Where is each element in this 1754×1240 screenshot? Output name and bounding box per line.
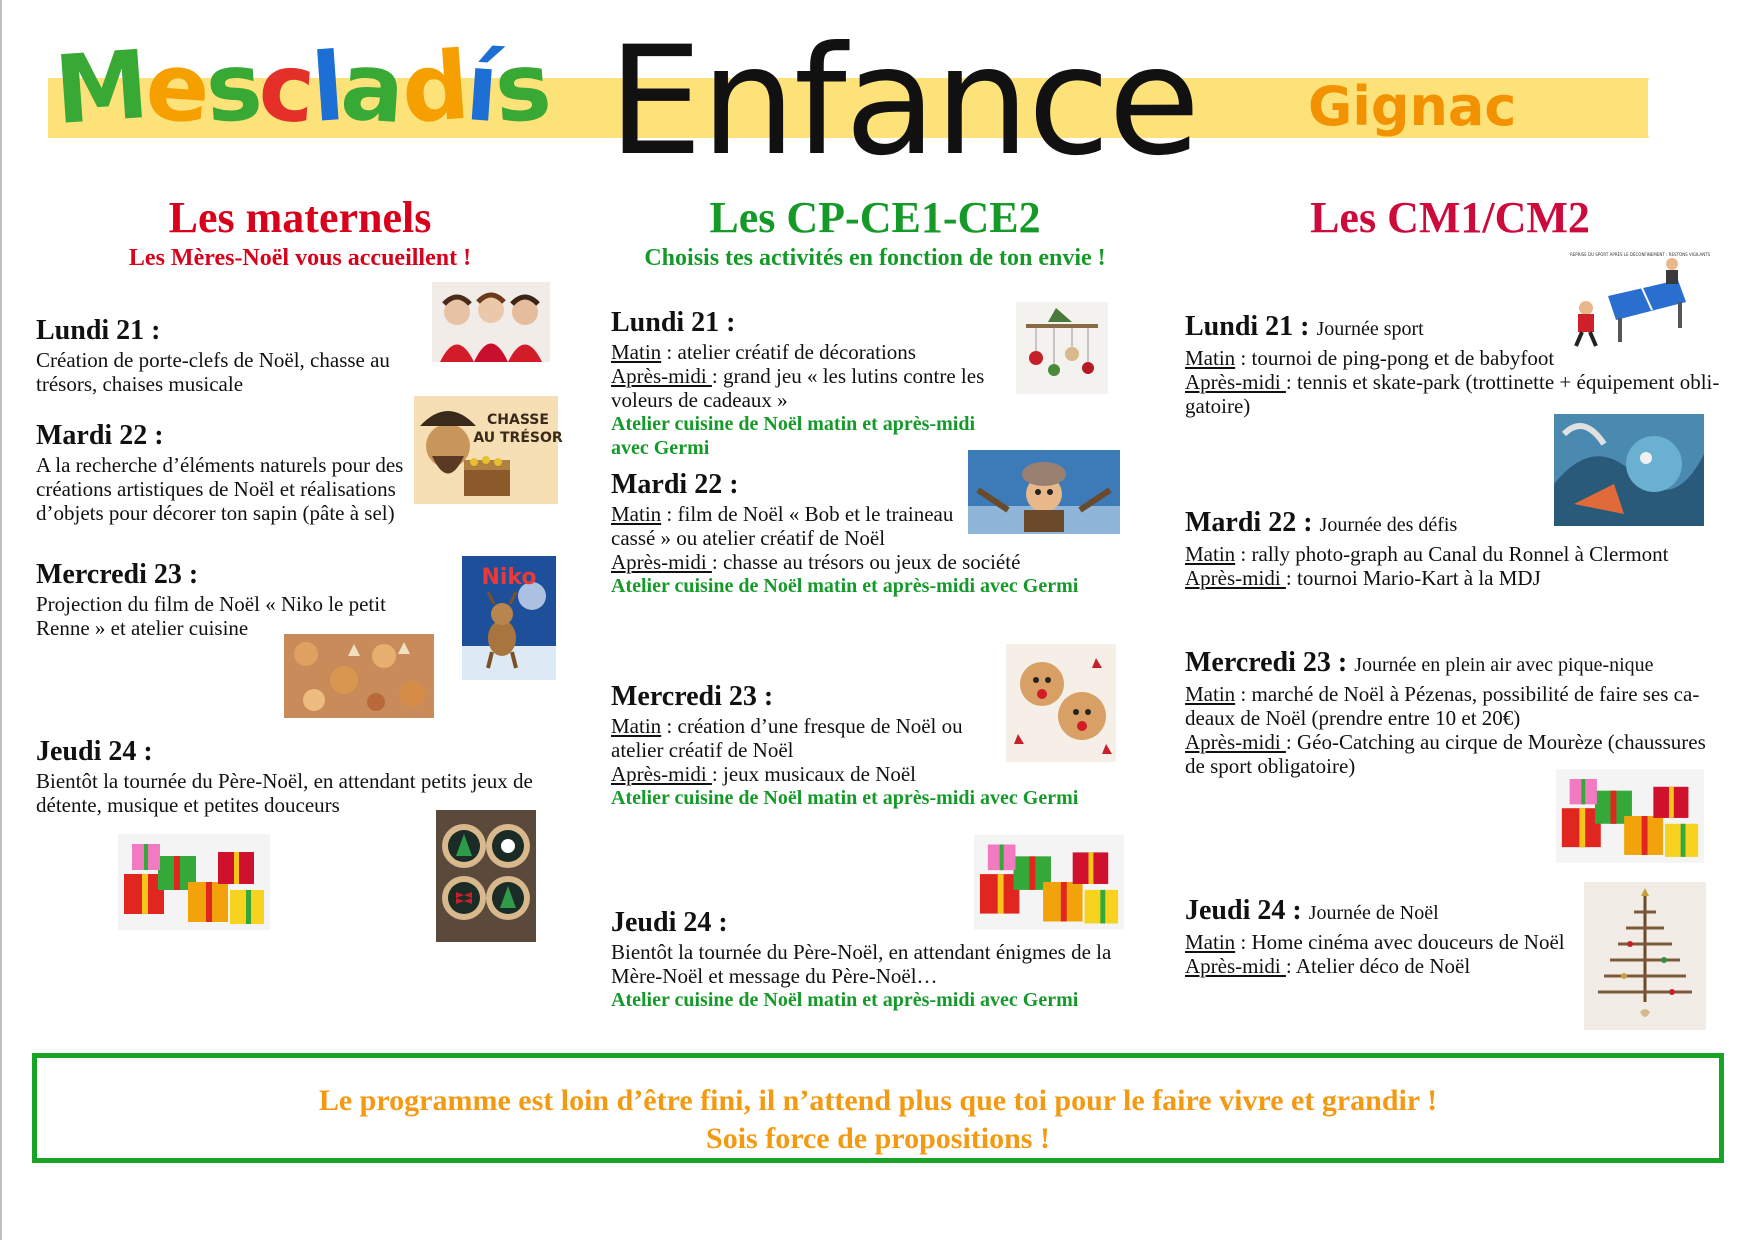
cp-day-mercredi	[611, 680, 1079, 810]
footer-line-1: Le programme est loin d’être fini, il n’attend plus que toi pour le faire vivre et grandir !	[318, 1084, 1438, 1117]
logo-letter: M	[51, 30, 150, 147]
header-banner-tail	[1620, 78, 1650, 138]
apres-text: : Atelier déco de Noël	[1285, 954, 1471, 978]
reindeer-cookies-photo	[1006, 644, 1116, 762]
day-title-text: Lundi 21 :	[1185, 311, 1310, 342]
niko-title-text: Niko	[481, 565, 537, 590]
niko-movie-poster	[462, 556, 556, 680]
day-title: Lundi 21 :	[36, 315, 161, 346]
day-matin	[1185, 930, 1585, 954]
cm-day-mercredi	[1185, 646, 1725, 778]
page-title: Enfance	[608, 15, 1199, 189]
apres-label: Après-midi	[1185, 954, 1286, 978]
apres-label: Après-midi	[611, 364, 712, 388]
matin-label: Matin	[1185, 346, 1236, 370]
logo-letter: c	[255, 32, 316, 145]
wood-slice-ornaments-photo	[436, 810, 536, 942]
sport-caption-text: REPRISE DU SPORT APRÈS LE DÉCONFINEMENT : RESTONS VIGILANTS	[1570, 252, 1711, 257]
day-title-text: Mercredi 23 :	[1185, 647, 1348, 678]
gifts-image-2	[974, 834, 1124, 930]
graffiti-photo	[1554, 414, 1704, 526]
branch-tree-photo	[1584, 882, 1706, 1030]
footer-line-2: Sois force de propositions !	[706, 1122, 1050, 1155]
day-text: Bientôt la tournée du Père-Noël, en attendant petits jeux de détente, musique et petites douceurs	[36, 769, 533, 817]
bob-sled-movie-image	[968, 450, 1120, 534]
logo-letter: d	[397, 31, 470, 146]
matin-text: : marché de Noël à Pézenas, possibilité de faire ses ca-deaux de Noël (prendre entre 10 et 20€)	[1185, 682, 1700, 730]
day-tag: Journée de Noël	[1308, 902, 1439, 924]
apres-text: : tennis et skate-park (trottinette + équipement obli-gatoire)	[1185, 370, 1720, 418]
apres-label: Après-midi	[1185, 730, 1286, 754]
day-matin	[1185, 682, 1725, 730]
matin-label: Matin	[611, 340, 662, 364]
matin-text: : création d’une fresque de Noël ou atelier créatif de Noël	[611, 714, 963, 762]
maternels-day-jeudi	[36, 735, 536, 817]
day-title-text: Mardi 22 :	[1185, 507, 1313, 538]
gifts-image-1	[118, 834, 270, 930]
maternels-title: Les maternels	[168, 193, 432, 242]
day-matin	[611, 340, 1011, 364]
atelier-cuisine: Atelier cuisine de Noël matin et après-midi avec Germi	[611, 989, 1079, 1011]
maternels-day-mercredi	[36, 558, 406, 640]
matin-label: Matin	[1185, 542, 1236, 566]
treasure-text-1: CHASSE	[487, 412, 549, 428]
apres-label: Après-midi	[1185, 370, 1286, 394]
day-apres	[1185, 566, 1705, 590]
day-tag: Journée des défis	[1319, 514, 1458, 536]
treasure-hunt-image	[414, 396, 563, 504]
matin-label: Matin	[1185, 682, 1236, 706]
logo-letter: s	[491, 32, 552, 145]
matin-text: : Home cinéma avec douceurs de Noël	[1235, 930, 1565, 954]
day-title: Jeudi 24 :	[36, 736, 153, 767]
apres-text: : jeux musicaux de Noël	[711, 762, 917, 786]
ping-pong-image	[1568, 250, 1711, 350]
day-title: Jeudi 24 :	[611, 907, 728, 938]
cp-title: Les CP-CE1-CE2	[709, 193, 1041, 242]
atelier-cuisine: Atelier cuisine de Noël matin et après-midi avec Germi	[611, 787, 1079, 809]
apres-label: Après-midi	[1185, 566, 1286, 590]
day-title-text: Jeudi 24 :	[1185, 895, 1302, 926]
day-text: Création de porte-clefs de Noël, chasse au trésors, chaises musicale	[36, 348, 390, 396]
matin-label: Matin	[1185, 930, 1236, 954]
atelier-cuisine: Atelier cuisine de Noël matin et après-midi avec Germi	[611, 575, 1079, 597]
day-title: Lundi 21 :	[611, 307, 736, 338]
city-label: Gignac	[1308, 75, 1517, 138]
logo-letter: l	[308, 33, 345, 144]
mothers-christmas-photo	[432, 282, 550, 362]
maternels-day-lundi	[36, 314, 406, 396]
cp-day-mardi	[611, 468, 1079, 598]
day-matin	[611, 502, 981, 550]
cp-subtitle: Choisis tes activités en fonction de ton envie !	[644, 245, 1106, 271]
day-title: Mercredi 23 :	[36, 559, 199, 590]
apres-text: : grand jeu « les lutins contre les voleurs de cadeaux »	[611, 364, 985, 412]
apres-text: : chasse au trésors ou jeux de société	[711, 550, 1021, 574]
apres-text: : Géo-Catching au cirque de Mourèze (chaussures de sport obligatoire)	[1185, 730, 1706, 778]
day-title	[1185, 646, 1725, 682]
day-title: Mardi 22 :	[611, 469, 739, 500]
gingerbread-cookies-photo	[284, 634, 434, 718]
treasure-text-2: AU TRÉSOR	[473, 430, 563, 446]
day-apres	[611, 364, 1011, 412]
gifts-image-3	[1556, 768, 1704, 864]
logo-letter: í	[462, 33, 500, 144]
day-tag: Journée sport	[1316, 318, 1424, 340]
apres-label: Après-midi	[611, 550, 712, 574]
day-title: Mercredi 23 :	[611, 681, 774, 712]
logo-letter: e	[141, 32, 211, 145]
matin-text: : atelier créatif de décorations	[661, 340, 916, 364]
day-text: Bientôt la tournée du Père-Noël, en attendant énigmes de la Mère-Noël et message du Père-Noël…	[611, 940, 1112, 988]
day-apres	[1185, 370, 1725, 418]
mescladis-logo	[51, 30, 552, 147]
cp-day-lundi	[611, 306, 1011, 460]
hanging-decorations-photo	[1016, 302, 1108, 394]
day-apres	[611, 762, 991, 786]
cm-day-jeudi	[1185, 894, 1585, 978]
day-apres	[611, 550, 1131, 574]
matin-label: Matin	[611, 714, 662, 738]
atelier-cuisine: Atelier cuisine de Noël matin et après-midi avec Germi	[611, 413, 976, 459]
day-tag: Journée en plein air avec pique-nique	[1354, 654, 1654, 676]
day-title	[1185, 894, 1585, 930]
matin-label: Matin	[611, 502, 662, 526]
day-text: A la recherche d’éléments naturels pour des créations artistiques de Noël et réalisations d’objets pour décorer ton sapin (pâte à sel)	[36, 453, 404, 525]
logo-letter: s	[202, 32, 263, 145]
day-title: Mardi 22 :	[36, 420, 164, 451]
matin-text: : tournoi de ping-pong et de babyfoot	[1235, 346, 1555, 370]
day-apres	[1185, 954, 1585, 978]
maternels-day-mardi	[36, 419, 411, 525]
page-border	[0, 0, 2, 1240]
day-text: Projection du film de Noël « Niko le petit Renne » et atelier cuisine	[36, 592, 386, 640]
apres-text: : tournoi Mario-Kart à la MDJ	[1285, 566, 1541, 590]
logo-letter: a	[337, 32, 406, 145]
cm-title: Les CM1/CM2	[1310, 193, 1590, 242]
matin-text: : rally photo-graph au Canal du Ronnel à Clermont	[1235, 542, 1669, 566]
apres-label: Après-midi	[611, 762, 712, 786]
day-matin	[1185, 542, 1705, 566]
day-matin	[611, 714, 991, 762]
footer-callout	[32, 1053, 1724, 1163]
matin-text: : film de Noël « Bob et le traineau cassé » ou atelier créatif de Noël	[611, 502, 954, 550]
maternels-subtitle: Les Mères-Noël vous accueillent !	[128, 245, 472, 271]
